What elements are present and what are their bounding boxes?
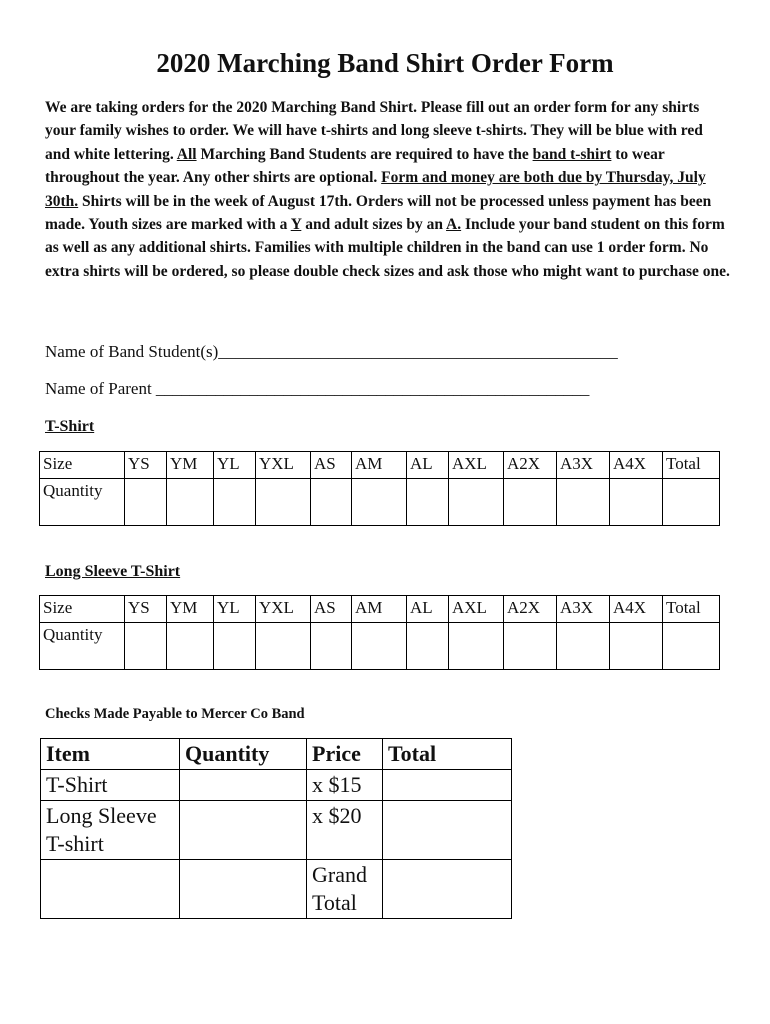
- instructions-paragraph: [45, 96, 730, 283]
- size-header-yxl: YXL: [256, 452, 311, 479]
- size-header-total: Total: [663, 596, 720, 623]
- intro-text-3: to wear throughout the year. Any other shirts are optional.: [45, 145, 665, 187]
- size-header-yl: YL: [214, 596, 256, 623]
- form-title: 2020 Marching Band Shirt Order Form: [156, 48, 614, 78]
- quantity-input-cell[interactable]: [180, 770, 307, 801]
- size-header-ym: YM: [167, 596, 214, 623]
- quantity-input-cell[interactable]: [180, 801, 307, 860]
- quantity-cell-ym[interactable]: [167, 623, 214, 670]
- size-header-ys: YS: [125, 596, 167, 623]
- total-input-cell[interactable]: [383, 770, 512, 801]
- price-cell: x $20: [307, 801, 383, 860]
- long-sleeve-heading: Long Sleeve T-Shirt: [45, 563, 181, 580]
- quantity-cell-as[interactable]: [311, 479, 352, 526]
- price-table-header: [41, 739, 512, 770]
- checks-payable-note: Checks Made Payable to Mercer Co Band: [45, 706, 305, 722]
- item-cell: Long Sleeve T-shirt: [41, 801, 180, 860]
- quantity-cell-a4x[interactable]: [610, 479, 663, 526]
- item-cell: [41, 860, 180, 919]
- size-header-axl: AXL: [449, 596, 504, 623]
- quantity-cell-a2x[interactable]: [504, 479, 557, 526]
- quantity-row: [40, 479, 720, 526]
- intro-text-5: and adult sizes by an: [301, 216, 447, 234]
- item-cell: T-Shirt: [41, 770, 180, 801]
- quantity-cell-yxl[interactable]: [256, 479, 311, 526]
- size-row: [40, 596, 720, 623]
- size-header-a4x: A4X: [610, 596, 663, 623]
- price-row-long-sleeve: [41, 801, 512, 860]
- quantity-cell-al[interactable]: [407, 623, 449, 670]
- parent-name-field[interactable]: Name of Parent ___________________________________________________: [45, 379, 590, 398]
- intro-text-6: Include your band student on this form as well as any additional shirts. Families with multiple children in the band can use 1 order form. No extra shirts will be ordered, so please double check sizes and ask those who might want to purchase one.: [45, 216, 730, 280]
- quantity-cell-a2x[interactable]: [504, 623, 557, 670]
- quantity-cell-ym[interactable]: [167, 479, 214, 526]
- header-total: Total: [383, 739, 512, 770]
- quantity-cell-as[interactable]: [311, 623, 352, 670]
- size-header-total: Total: [663, 452, 720, 479]
- quantity-cell-ys[interactable]: [125, 479, 167, 526]
- quantity-cell-axl[interactable]: [449, 479, 504, 526]
- quantity-cell-ys[interactable]: [125, 623, 167, 670]
- size-row: [40, 452, 720, 479]
- size-header-ym: YM: [167, 452, 214, 479]
- size-header-yxl: YXL: [256, 596, 311, 623]
- quantity-cell-a3x[interactable]: [557, 479, 610, 526]
- size-header-as: AS: [311, 596, 352, 623]
- quantity-cell-a4x[interactable]: [610, 623, 663, 670]
- size-label: Size: [40, 596, 125, 623]
- header-item: Item: [41, 739, 180, 770]
- size-header-a4x: A4X: [610, 452, 663, 479]
- grand-total-label: Grand Total: [307, 860, 383, 919]
- quantity-cell-yxl[interactable]: [256, 623, 311, 670]
- total-input-cell[interactable]: [383, 801, 512, 860]
- size-label: Size: [40, 452, 125, 479]
- intro-due-date: Form and money are both due by Thursday, July 30th.: [45, 169, 706, 210]
- intro-all: All: [176, 145, 197, 163]
- size-header-as: AS: [311, 452, 352, 479]
- size-header-a2x: A2X: [504, 596, 557, 623]
- intro-text-4: Shirts will be in the week of August 17th. Orders will not be processed unless payment has been made. Youth sizes are marked with a: [45, 192, 712, 234]
- intro-band-tshirt: band t-shirt: [532, 145, 612, 163]
- intro-adult-marker: A.: [446, 216, 462, 234]
- long-sleeve-size-table: [39, 595, 720, 670]
- price-row-tshirt: [41, 770, 512, 801]
- size-header-a2x: A2X: [504, 452, 557, 479]
- quantity-cell-axl[interactable]: [449, 623, 504, 670]
- student-name-field[interactable]: Name of Band Student(s)_______________________________________________: [45, 342, 618, 361]
- price-table: [40, 738, 512, 919]
- size-header-a3x: A3X: [557, 596, 610, 623]
- size-header-am: AM: [352, 452, 407, 479]
- quantity-label: Quantity: [40, 479, 125, 526]
- size-header-yl: YL: [214, 452, 256, 479]
- header-price: Price: [307, 739, 383, 770]
- quantity-cell-am[interactable]: [352, 479, 407, 526]
- size-header-al: AL: [407, 452, 449, 479]
- header-quantity: Quantity: [180, 739, 307, 770]
- quantity-input-cell[interactable]: [180, 860, 307, 919]
- price-cell: x $15: [307, 770, 383, 801]
- size-header-am: AM: [352, 596, 407, 623]
- quantity-cell-total[interactable]: [663, 479, 720, 526]
- intro-youth-marker: Y: [290, 216, 302, 234]
- intro-text-2: Marching Band Students are required to have the: [196, 145, 533, 163]
- size-header-axl: AXL: [449, 452, 504, 479]
- quantity-cell-al[interactable]: [407, 479, 449, 526]
- quantity-row: [40, 623, 720, 670]
- quantity-cell-total[interactable]: [663, 623, 720, 670]
- intro-text-1: We are taking orders for the 2020 Marching Band Shirt. Please fill out an order form for any shirts your family wishes to order. We will have t-shirts and long sleeve t-shirts. They will be blue with red and white lettering.: [45, 99, 703, 163]
- tshirt-heading: T-Shirt: [45, 418, 95, 435]
- quantity-cell-yl[interactable]: [214, 623, 256, 670]
- price-row-grand-total: [41, 860, 512, 919]
- quantity-cell-am[interactable]: [352, 623, 407, 670]
- quantity-cell-a3x[interactable]: [557, 623, 610, 670]
- tshirt-size-table: [39, 451, 720, 526]
- size-header-al: AL: [407, 596, 449, 623]
- quantity-label: Quantity: [40, 623, 125, 670]
- size-header-ys: YS: [125, 452, 167, 479]
- grand-total-input-cell[interactable]: [383, 860, 512, 919]
- size-header-a3x: A3X: [557, 452, 610, 479]
- quantity-cell-yl[interactable]: [214, 479, 256, 526]
